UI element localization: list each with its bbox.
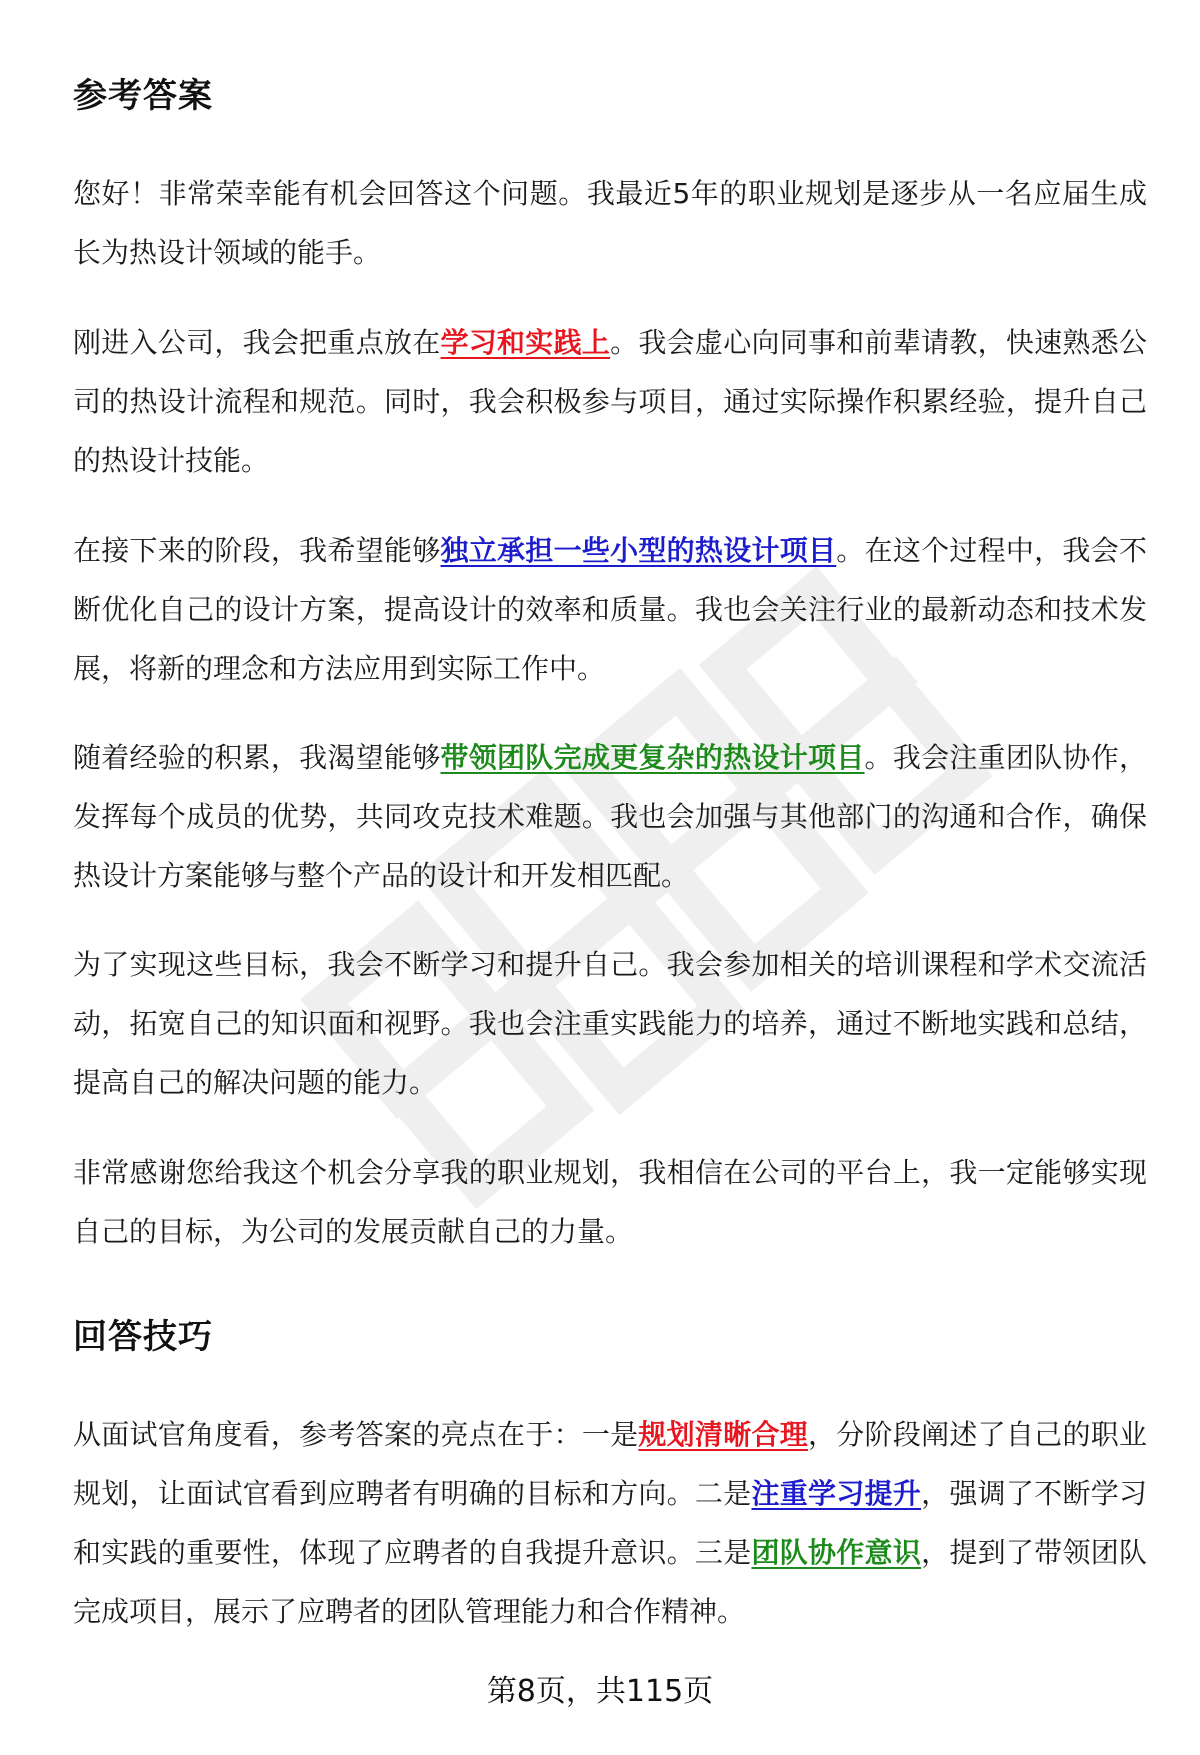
tips-paragraph <box>73 1405 1147 1641</box>
section-title-answer: 参考答案 <box>73 76 213 116</box>
answer-paragraph-2 <box>73 313 1147 490</box>
paragraph-text: 非常感谢您给我这个机会分享我的职业规划，我相信在公司的平台上，我一定能够实现自己的目标，为公司的发展贡献自己的力量。 <box>73 1156 1147 1248</box>
paragraph-text: ，提到了带领团队完成项目，展示了应聘者的团队管理能力和合作精神。 <box>73 1536 1147 1628</box>
paragraph-text: 在接下来的阶段，我希望能够 <box>73 534 441 567</box>
paragraph-text: 。在这个过程中，我会不断优化自己的设计方案，提高设计的效率和质量。我也会关注行业的最新动态和技术发展，将新的理念和方法应用到实际工作中。 <box>73 534 1147 685</box>
answer-paragraph-6 <box>73 1143 1147 1261</box>
answer-paragraph-1 <box>73 164 1147 282</box>
answer-paragraph-5 <box>73 935 1147 1112</box>
paragraph-text: 从面试官角度看，参考答案的亮点在于：一是 <box>73 1418 639 1451</box>
paragraph-text: 。我会虚心向同事和前辈请教，快速熟悉公司的热设计流程和规范。同时，我会积极参与项目，通过实际操作积累经验，提升自己的热设计技能。 <box>73 326 1147 477</box>
page-number: 第8页，共115页 <box>486 1674 714 1709</box>
paragraph-text: 您好！非常荣幸能有机会回答这个问题。我最近5年的职业规划是逐步从一名应届生成长为热设计领域的能手。 <box>73 177 1147 269</box>
paragraph-text: 刚进入公司，我会把重点放在 <box>73 326 441 359</box>
highlight-teamwork: 团队协作意识 <box>751 1536 922 1569</box>
paragraph-text: ，分阶段阐述了自己的职业规划，让面试官看到应聘者有明确的目标和方向。二是 <box>73 1418 1147 1510</box>
paragraph-text: ，强调了不断学习和实践的重要性，体现了应聘者的自我提升意识。三是 <box>73 1477 1147 1569</box>
highlight-lead-team: 带领团队完成更复杂的热设计项目 <box>440 741 865 774</box>
answer-paragraph-3 <box>73 521 1147 698</box>
highlight-learning: 注重学习提升 <box>751 1477 922 1510</box>
answer-paragraph-4 <box>73 728 1147 905</box>
highlight-study-practice: 学习和实践上 <box>440 326 611 359</box>
highlight-independent-projects: 独立承担一些小型的热设计项目 <box>440 534 837 567</box>
paragraph-text: 为了实现这些目标，我会不断学习和提升自己。我会参加相关的培训课程和学术交流活动，拓宽自己的知识面和视野。我也会注重实践能力的培养，通过不断地实践和总结，提高自己的解决问题的能力。 <box>73 948 1147 1099</box>
section-title-tips: 回答技巧 <box>73 1317 213 1357</box>
highlight-clear-plan: 规划清晰合理 <box>638 1418 809 1451</box>
document-page <box>73 0 1147 1755</box>
paragraph-text: 。我会注重团队协作，发挥每个成员的优势，共同攻克技术难题。我也会加强与其他部门的沟通和合作，确保热设计方案能够与整个产品的设计和开发相匹配。 <box>73 741 1147 892</box>
paragraph-text: 随着经验的积累，我渴望能够 <box>73 741 441 774</box>
